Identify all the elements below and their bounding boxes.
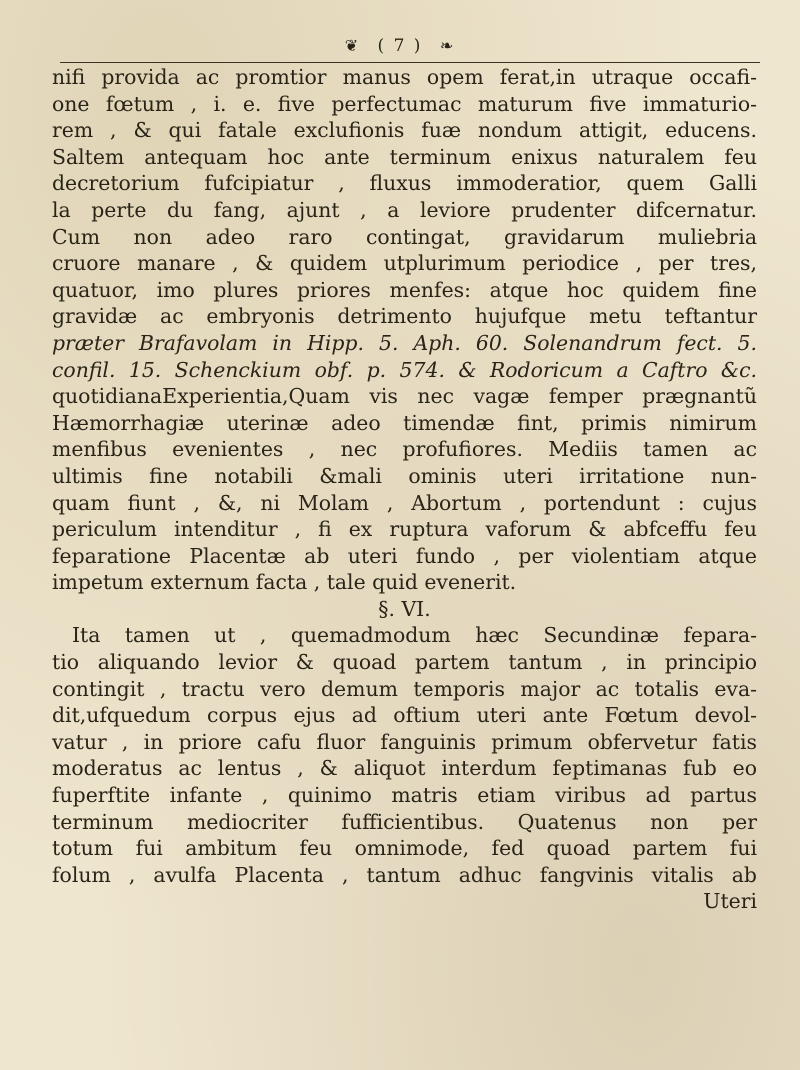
text-line: la perte du fang, ajunt , a leviore prudenter difcernatur. [52, 197, 757, 222]
text-line: Cum non adeo raro contingat, gravidarum muliebria [52, 224, 757, 249]
text-line: feparatione Placentæ ab uteri fundo , per violentiam atque [52, 543, 757, 568]
text-line: vatur , in priore cafu fluor fanguinis primum obfervetur fatis [52, 729, 757, 754]
body-text [52, 64, 757, 915]
page-number: ( 7 ) [377, 36, 423, 56]
text-line: dit,ufquedum corpus ejus ad oftium uteri ante Fœtum devol- [52, 703, 757, 728]
text-line: folum , avulfa Placenta , tantum adhuc fangvinis vitalis ab [52, 862, 757, 887]
section-heading: §. VI. [378, 596, 431, 621]
text-line: rem , & qui fatale exclufionis fuæ nondum attigit, educens. [52, 118, 757, 143]
text-line: impetum externum facta , tale quid evenerit. [52, 570, 517, 595]
text-line: fuperftite infante , quinimo matris etiam viribus ad partus [52, 783, 757, 808]
text-line: terminum mediocriter fufficientibus. Quatenus non per [52, 809, 757, 834]
text-line: periculum intenditur , fi ex ruptura vaforum & abfceffu feu [52, 517, 757, 542]
header-rule [60, 62, 760, 63]
text-line: confil. 15. Schenckium obf. p. 574. & Rodoricum a Caftro &c. [52, 357, 757, 382]
left-ornament-icon: ❦ [344, 36, 361, 55]
text-line: moderatus ac lentus , & aliquot interdum feptimanas fub eo [52, 756, 757, 781]
text-line: tio aliquando levior & quoad partem tantum , in principio [52, 650, 757, 675]
right-ornament-icon: ❧ [439, 36, 456, 55]
text-line: nifi provida ac promtior manus opem ferat,in utraque occafi- [52, 65, 757, 89]
text-line: præter Brafavolam in Hipp. 5. Aph. 60. Solenandrum fect. 5. [52, 330, 757, 355]
text-line: quatuor, imo plures priores menfes: atque hoc quidem fine [52, 277, 757, 302]
text-line: one fœtum , i. e. five perfectumac maturum five immaturio- [52, 91, 757, 116]
text-line: decretorium fufcipiatur , fluxus immoderatior, quem Galli [52, 171, 757, 196]
text-line: menfibus evenientes , nec profufiores. Mediis tamen ac [52, 437, 757, 462]
text-line: gravidæ ac embryonis detrimento hujufque metu teftantur [52, 304, 757, 329]
text-line: quam fiunt , &, ni Molam , Abortum , portendunt : cujus [52, 490, 757, 515]
text-line: contingit , tractu vero demum temporis major ac totalis eva- [52, 676, 757, 701]
catchword: Uteri [703, 889, 757, 914]
text-line: ultimis fine notabili &mali ominis uteri irritatione nun- [52, 463, 757, 488]
text-line: quotidianaExperientia,Quam vis nec vagæ femper prægnantũ [52, 384, 757, 409]
text-line: Saltem antequam hoc ante terminum enixus naturalem feu [52, 144, 757, 169]
text-line: totum fui ambitum feu omnimode, fed quoad partem fui [52, 836, 757, 861]
text-line: Ita tamen ut , quemadmodum hæc Secundinæ fepara- [72, 623, 757, 648]
text-line: Hæmorrhagiæ uterinæ adeo timendæ fint, primis nimirum [52, 410, 757, 435]
text-line: cruore manare , & quidem utplurimum periodice , per tres, [52, 251, 757, 276]
page-header [0, 36, 800, 56]
